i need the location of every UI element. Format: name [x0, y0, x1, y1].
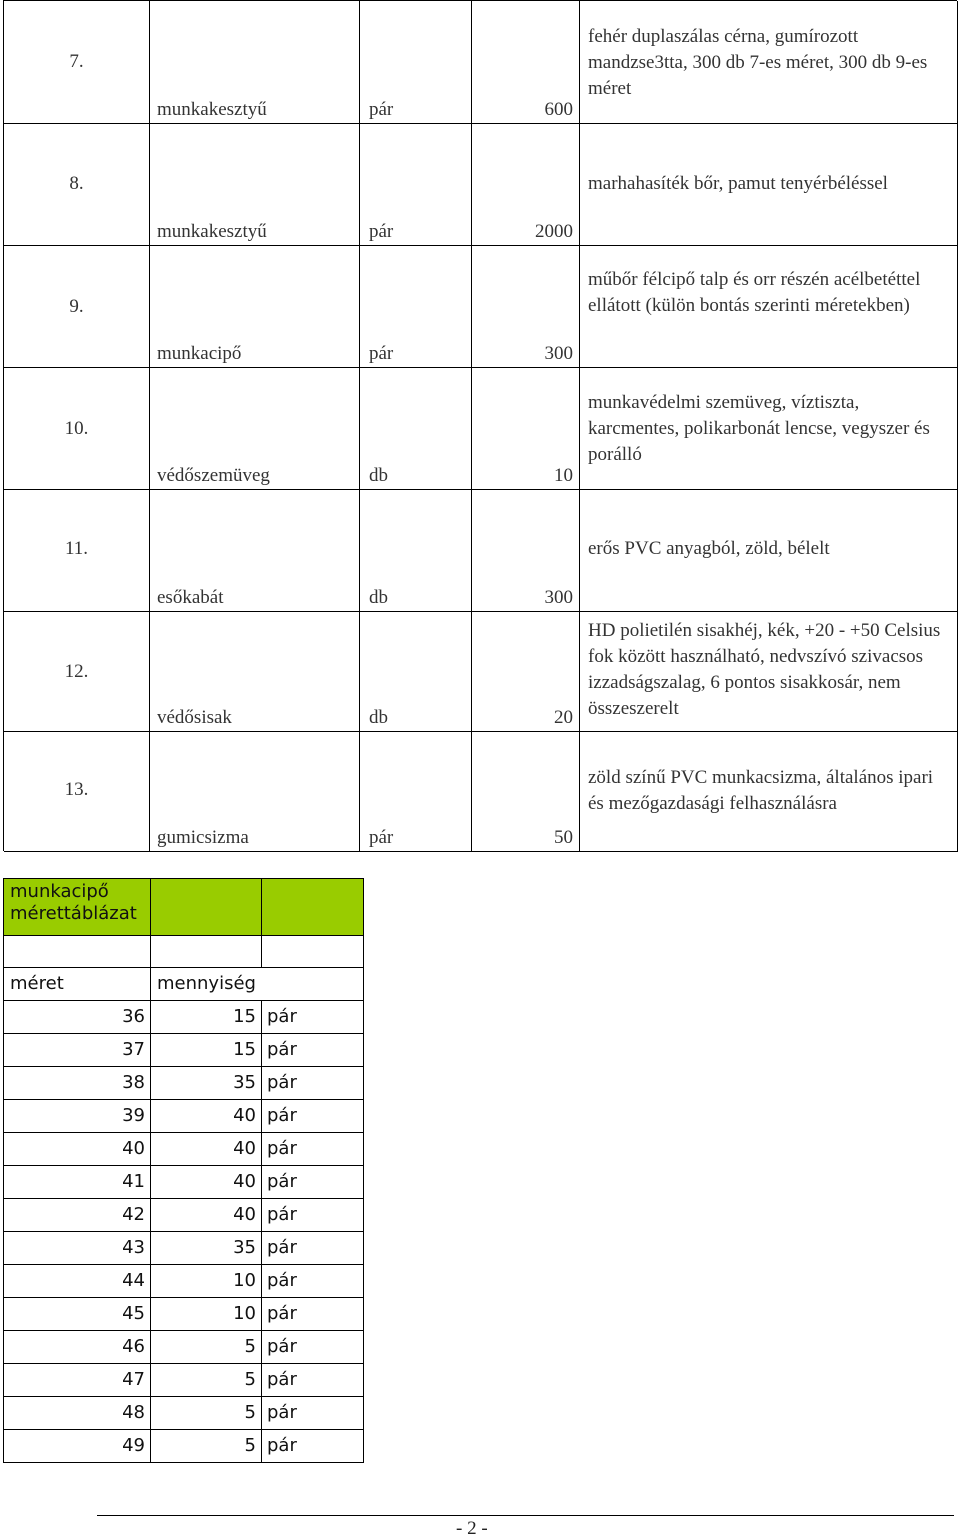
unit-value: pár: [262, 1430, 364, 1462]
size-value: 38: [4, 1067, 151, 1099]
unit-value: pár: [262, 1331, 364, 1363]
size-rows: [4, 1001, 364, 1463]
size-row: [4, 1166, 364, 1199]
qty-value: 35: [151, 1067, 262, 1099]
unit-value: pár: [262, 1265, 364, 1297]
unit-value: pár: [262, 1298, 364, 1330]
row-number: 12.: [4, 612, 150, 732]
qty-value: 10: [151, 1298, 262, 1330]
empty-cell: [262, 936, 364, 967]
unit-value: pár: [262, 1232, 364, 1264]
size-table-title-row: [4, 879, 364, 936]
size-value: 37: [4, 1034, 151, 1066]
size-value: 43: [4, 1232, 151, 1264]
unit-value: pár: [262, 1397, 364, 1429]
size-table-header: [4, 968, 364, 1001]
item-description: zöld színű PVC munkacsizma, általános ipari és mezőgazdasági felhasználásra: [580, 732, 958, 852]
size-value: 40: [4, 1133, 151, 1165]
unit-value: pár: [262, 1100, 364, 1132]
item-description: erős PVC anyagból, zöld, bélelt: [580, 490, 958, 612]
size-row: [4, 1331, 364, 1364]
size-value: 48: [4, 1397, 151, 1429]
qty-value: 40: [151, 1133, 262, 1165]
size-value: 46: [4, 1331, 151, 1363]
row-number: 8.: [4, 124, 150, 246]
item-description: munkavédelmi szemüveg, víztiszta, karcmentes, polikarbonát lencse, vegyszer és porálló: [580, 368, 958, 490]
size-value: 49: [4, 1430, 151, 1462]
qty-value: 15: [151, 1034, 262, 1066]
item-qty: 600: [472, 1, 580, 124]
row-number: 13.: [4, 732, 150, 852]
size-value: 36: [4, 1001, 151, 1033]
qty-value: 35: [151, 1232, 262, 1264]
size-row: [4, 1298, 364, 1331]
size-row: [4, 1397, 364, 1430]
empty-cell: [262, 879, 364, 935]
item-unit: db: [360, 490, 472, 612]
item-description: műbőr félcipő talp és orr részén acélbetéttel ellátott (külön bontás szerinti méretekben): [580, 246, 958, 368]
items-table: [3, 0, 957, 851]
row-number: 11.: [4, 490, 150, 612]
size-value: 39: [4, 1100, 151, 1132]
size-row: [4, 1067, 364, 1100]
shoe-size-table: [3, 878, 364, 1463]
item-name: védőszemüveg: [150, 368, 360, 490]
row-number: 7.: [4, 1, 150, 124]
item-qty: 10: [472, 368, 580, 490]
qty-value: 5: [151, 1331, 262, 1363]
qty-value: 10: [151, 1265, 262, 1297]
size-row: [4, 1199, 364, 1232]
qty-value: 40: [151, 1100, 262, 1132]
unit-value: pár: [262, 1067, 364, 1099]
item-qty: 20: [472, 612, 580, 732]
item-qty: 300: [472, 246, 580, 368]
item-description: marhahasíték bőr, pamut tenyérbéléssel: [580, 124, 958, 246]
empty-cell: [4, 936, 151, 967]
size-row: [4, 1034, 364, 1067]
qty-value: 40: [151, 1199, 262, 1231]
header-size: méret: [4, 968, 151, 1000]
size-value: 44: [4, 1265, 151, 1297]
qty-value: 15: [151, 1001, 262, 1033]
item-unit: db: [360, 368, 472, 490]
empty-cell: [151, 879, 262, 935]
footer-divider: [97, 1515, 954, 1516]
size-table-spacer-row: [4, 936, 364, 968]
item-unit: db: [360, 612, 472, 732]
size-row: [4, 1364, 364, 1397]
size-row: [4, 1265, 364, 1298]
qty-value: 40: [151, 1166, 262, 1198]
size-row: [4, 1133, 364, 1166]
unit-value: pár: [262, 1364, 364, 1396]
unit-value: pár: [262, 1199, 364, 1231]
item-description: HD polietilén sisakhéj, kék, +20 - +50 Celsius fok között használható, nedvszívó szivacsos izzadságszalag, 6 pontos sisakkosár, nem összeszerelt: [580, 612, 958, 732]
item-qty: 2000: [472, 124, 580, 246]
row-number: 10.: [4, 368, 150, 490]
size-value: 47: [4, 1364, 151, 1396]
item-name: munkakesztyű: [150, 124, 360, 246]
header-qty: mennyiség: [157, 973, 256, 994]
row-number: 9.: [4, 246, 150, 368]
size-value: 41: [4, 1166, 151, 1198]
item-unit: pár: [360, 246, 472, 368]
size-value: 42: [4, 1199, 151, 1231]
size-row: [4, 1430, 364, 1463]
item-name: védősisak: [150, 612, 360, 732]
unit-value: pár: [262, 1034, 364, 1066]
empty-cell: [151, 936, 262, 967]
qty-value: 5: [151, 1364, 262, 1396]
size-row: [4, 1232, 364, 1265]
qty-value: 5: [151, 1430, 262, 1462]
item-unit: pár: [360, 732, 472, 852]
size-table-title: munkacipő mérettáblázat: [4, 879, 151, 935]
item-description: fehér duplaszálas cérna, gumírozott mandzse3tta, 300 db 7-es méret, 300 db 9-es méret: [580, 1, 958, 124]
item-name: gumicsizma: [150, 732, 360, 852]
size-value: 45: [4, 1298, 151, 1330]
page-number: - 2 -: [456, 1518, 488, 1539]
item-name: munkakesztyű: [150, 1, 360, 124]
item-qty: 300: [472, 490, 580, 612]
empty-cell: [262, 968, 364, 1000]
size-row: [4, 1001, 364, 1034]
item-name: esőkabát: [150, 490, 360, 612]
item-unit: pár: [360, 124, 472, 246]
item-unit: pár: [360, 1, 472, 124]
size-row: [4, 1100, 364, 1133]
unit-value: pár: [262, 1001, 364, 1033]
item-name: munkacipő: [150, 246, 360, 368]
item-qty: 50: [472, 732, 580, 852]
qty-value: 5: [151, 1397, 262, 1429]
unit-value: pár: [262, 1133, 364, 1165]
unit-value: pár: [262, 1166, 364, 1198]
